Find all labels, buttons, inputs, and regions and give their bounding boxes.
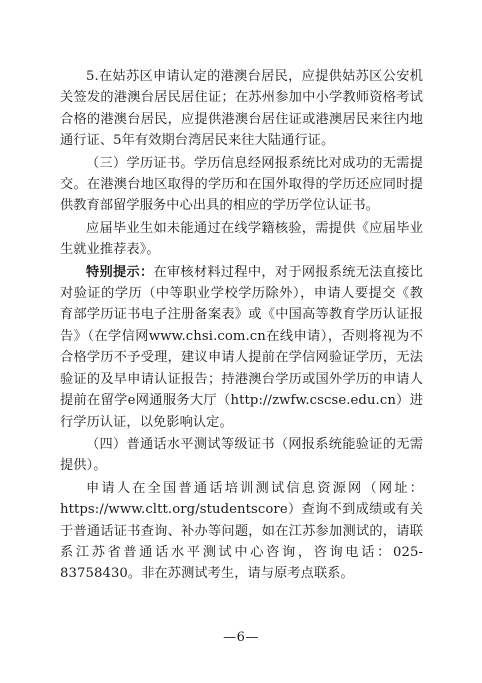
paragraph-graduate-recommendation: 应届毕业生如未能通过在线学籍核验，需提供《应届毕业生就业推荐表》。: [60, 220, 423, 258]
special-notice-text: 在审核材料过程中，对于网报系统无法直接比对验证的学历（中等职业学校学历除外），申请人要提交《教育部学历证书电子注册备案表》或《中国高等教育学历认证报告》（在学信网www.chsi.com.cn在线申请），否则将视为不合格学历不予受理，建议申请人提前在学信网验证学历，无法验证的及早申请认证报告；持港澳台学历或国外学历的申请人提前在留学e网通服务大厅（http://zwfw.cscse.edu.cn）进行学历认证，以免影响认定。: [60, 264, 424, 430]
paragraph-special-notice: [60, 262, 423, 433]
paragraph-education-certificate: （三）学历证书。学历信息经网报系统比对成功的无需提交。在港澳台地区取得的学历和在国外取得的学历还应同时提供教育部留学服务中心出具的相应的学历学位认证书。: [60, 155, 423, 214]
paragraph-mandarin-query: 申请人在全国普通话培训测试信息资源网（网址：https://www.cltt.org/studentscore）查询不到成绩或有关于普通话证书查询、补办等问题，如在江苏参加测试的，请联系江苏省普通话水平测试中心咨询，咨询电话：025-83758430。非在苏测试考生，请与原考点联系。: [60, 480, 423, 582]
document-body: [60, 66, 423, 585]
special-notice-label: 特别提示：: [86, 264, 154, 280]
page-number: —6—: [223, 630, 259, 645]
paragraph-residence-permit: 5.在姑苏区申请认定的港澳台居民，应提供姑苏区公安机关签发的港澳台居民居住证；在苏州参加中小学教师资格考试合格的港澳台居民，应提供港澳台居住证或港澳居民来往内地通行证、5年有效期台湾居民来往大陆通行证。: [60, 69, 423, 149]
paragraph-mandarin-certificate: （四）普通话水平测试等级证书（网报系统能验证的无需提供）。: [60, 436, 423, 474]
